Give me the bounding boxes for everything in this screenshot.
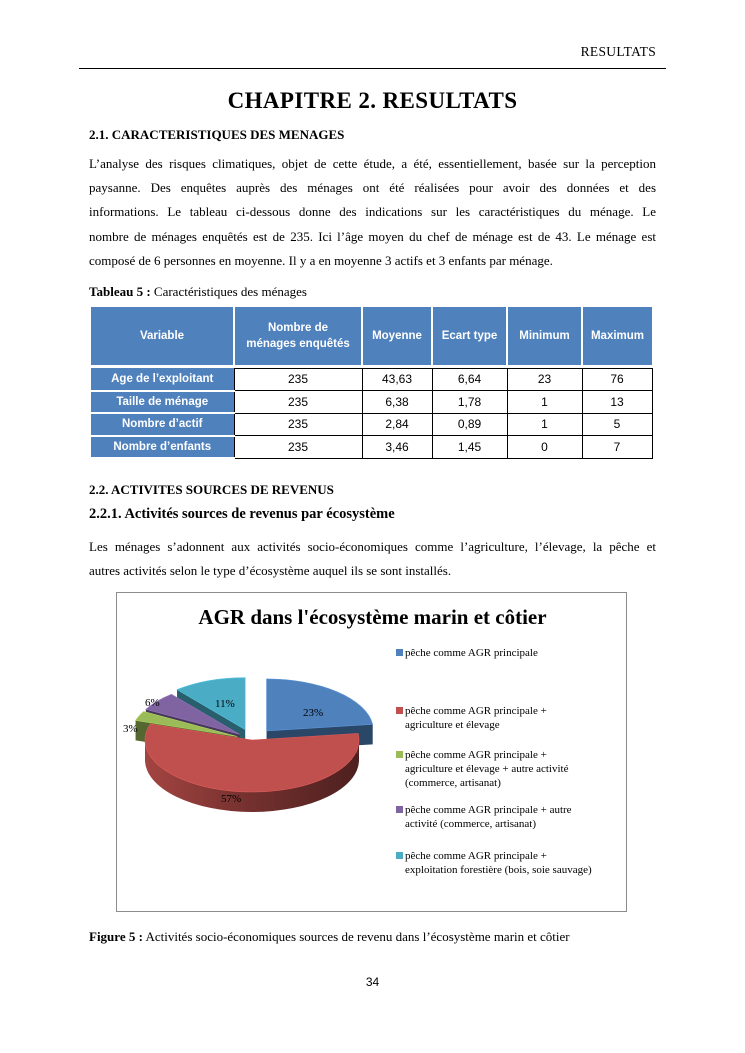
cell: 6,38 — [362, 391, 432, 414]
cell: 1,78 — [432, 391, 507, 414]
cell: 6,64 — [432, 368, 507, 391]
pie-slice-top-1 — [267, 679, 373, 731]
chart-title: AGR dans l'écosystème marin et côtier — [198, 605, 547, 629]
legend-swatch — [396, 806, 403, 813]
figure-caption-text: Activités socio-économiques sources de revenu dans l’écosystème marin et côtier — [142, 929, 570, 944]
paragraph-line: nombre de ménages enquêtés est de 235. Ici l’âge moyen du chef de ménage est de 43. Le ménage est — [89, 228, 656, 244]
section-2-2-paragraph — [89, 535, 656, 583]
column-header-min: Minimum — [507, 307, 582, 365]
figure-caption — [89, 929, 570, 945]
legend-label: pêche comme AGR principale + exploitation forestière (bois, soie sauvage) — [405, 850, 592, 876]
cell: 235 — [234, 391, 362, 414]
legend-item — [396, 748, 621, 790]
pie-label-1: 23% — [303, 707, 324, 719]
header-line: ménages enquêtés — [246, 338, 350, 350]
section-2-2-heading: 2.2. ACTIVITES SOURCES DE REVENUS — [89, 482, 334, 497]
legend-swatch — [396, 707, 403, 714]
paragraph-line: composé de 6 personnes en moyenne. Il y a en moyenne 3 actifs et 3 enfants par ménage. — [89, 252, 553, 268]
cell: 76 — [582, 368, 652, 391]
paragraph-line: Les ménages s’adonnent aux activités socio-économiques comme l’agriculture, l’élevage, la pêche et — [89, 539, 656, 554]
households-table — [91, 307, 653, 459]
header-rule — [79, 68, 666, 69]
legend-item — [396, 704, 621, 732]
legend-label: pêche comme AGR principale + agriculture et élevage — [405, 705, 547, 731]
cell: 0 — [507, 436, 582, 459]
paragraph-line: informations. Le tableau ci-dessous donne des indications sur les caractéristiques du ménage. Le — [89, 204, 656, 220]
legend-swatch — [396, 852, 403, 859]
chapter-title: CHAPITRE 2. RESULTATS — [227, 88, 518, 113]
legend-item — [396, 803, 621, 831]
figure-caption-label: Figure 5 : — [89, 929, 143, 944]
column-header-count — [234, 307, 362, 365]
section-2-1-heading: 2.1. CARACTERISTIQUES DES MENAGES — [89, 127, 345, 142]
header-line: Nombre de — [267, 322, 329, 334]
table-caption-text: Caractéristiques des ménages — [150, 284, 307, 299]
table-row — [91, 368, 652, 391]
table-caption-label: Tableau 5 : — [89, 284, 151, 299]
cell: 0,89 — [432, 413, 507, 436]
pie-label-2: 57% — [221, 793, 242, 805]
cell: 235 — [234, 436, 362, 459]
paragraph-line: L’analyse des risques climatiques, objet de cette étude, a été, essentiellement, basée sur la perception — [89, 156, 656, 171]
table-caption — [89, 284, 307, 300]
cell: 3,46 — [362, 436, 432, 459]
cell: 5 — [582, 413, 652, 436]
legend-item — [396, 646, 621, 660]
legend-item — [396, 849, 621, 877]
legend-swatch — [396, 649, 403, 656]
cell: 1 — [507, 413, 582, 436]
row-label: Nombre d’actif — [91, 413, 234, 436]
table-row — [91, 436, 652, 459]
column-header-std: Ecart type — [432, 307, 507, 365]
legend-label: pêche comme AGR principale — [405, 647, 538, 659]
cell: 1 — [507, 391, 582, 414]
cell: 23 — [507, 368, 582, 391]
section-2-1-paragraph — [89, 152, 656, 273]
legend-swatch — [396, 751, 403, 758]
table-row — [91, 391, 652, 414]
pie-chart — [116, 592, 627, 912]
pie-label-5: 11% — [215, 698, 235, 710]
cell: 235 — [234, 413, 362, 436]
pie-label-4: 6% — [145, 697, 160, 709]
paragraph-line: paysanne. Des enquêtes auprès des ménages ont été réalisées pour avoir des données et des — [89, 180, 656, 196]
legend-label: pêche comme AGR principale + autre activité (commerce, artisanat) — [405, 804, 572, 830]
legend-label: pêche comme AGR principale + agriculture et élevage + autre activité (commerce, artisanat) — [405, 749, 569, 789]
row-label: Nombre d’enfants — [91, 436, 234, 459]
column-header-variable: Variable — [91, 307, 234, 365]
section-2-2-1-heading: 2.2.1. Activités sources de revenus par écosystème — [89, 506, 395, 522]
running-header: RESULTATS — [580, 44, 656, 59]
cell: 235 — [234, 368, 362, 391]
table-row — [91, 413, 652, 436]
column-header-max: Maximum — [582, 307, 652, 365]
cell: 43,63 — [362, 368, 432, 391]
pie-label-3: 3% — [123, 723, 138, 735]
cell: 2,84 — [362, 413, 432, 436]
cell: 1,45 — [432, 436, 507, 459]
cell: 7 — [582, 436, 652, 459]
paragraph-line: autres activités selon le type d’écosystème auquel ils se sont installés. — [89, 563, 452, 579]
cell: 13 — [582, 391, 652, 414]
row-label: Age de l’exploitant — [91, 368, 234, 391]
row-label: Taille de ménage — [91, 391, 234, 414]
column-header-mean: Moyenne — [362, 307, 432, 365]
page-number: 34 — [365, 975, 380, 989]
